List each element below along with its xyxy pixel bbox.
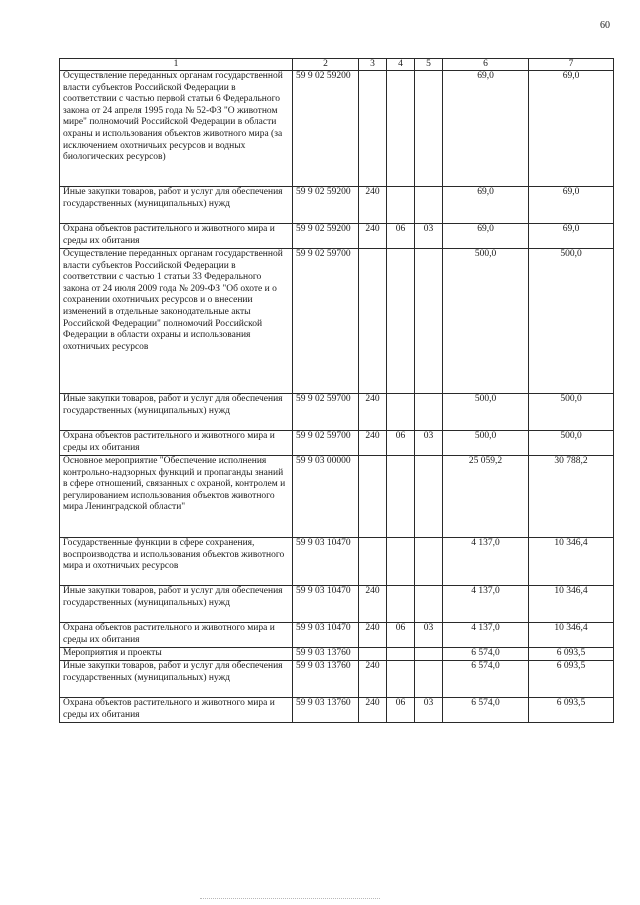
subsection-code xyxy=(415,538,443,586)
expense-type-code: 240 xyxy=(359,623,387,648)
column-header-1: 1 xyxy=(60,59,293,71)
target-article-code: 59 9 02 59200 xyxy=(293,187,359,224)
expense-type-code: 240 xyxy=(359,661,387,698)
row-name: Иные закупки товаров, работ и услуг для обеспечения государственных (муниципальных) нужд xyxy=(60,394,293,431)
expense-type-code: 240 xyxy=(359,187,387,224)
target-article-code: 59 9 03 10470 xyxy=(293,538,359,586)
expense-type-code: 240 xyxy=(359,224,387,249)
table-row xyxy=(60,187,614,224)
table-row xyxy=(60,224,614,249)
table-row xyxy=(60,623,614,648)
subsection-code: 03 xyxy=(415,623,443,648)
amount-col-6: 500,0 xyxy=(443,249,529,394)
expense-type-code: 240 xyxy=(359,586,387,623)
row-name: Иные закупки товаров, работ и услуг для обеспечения государственных (муниципальных) нужд xyxy=(60,187,293,224)
column-header-6: 6 xyxy=(443,59,529,71)
row-name: Мероприятия и проекты xyxy=(60,648,293,661)
section-code xyxy=(387,586,415,623)
subsection-code xyxy=(415,394,443,431)
expense-type-code xyxy=(359,249,387,394)
subsection-code: 03 xyxy=(415,224,443,249)
target-article-code: 59 9 02 59200 xyxy=(293,224,359,249)
target-article-code: 59 9 02 59200 xyxy=(293,71,359,187)
subsection-code xyxy=(415,648,443,661)
target-article-code: 59 9 02 59700 xyxy=(293,394,359,431)
subsection-code xyxy=(415,249,443,394)
table-row xyxy=(60,431,614,456)
column-header-4: 4 xyxy=(387,59,415,71)
table-row xyxy=(60,586,614,623)
amount-col-7: 10 346,4 xyxy=(529,586,614,623)
section-code xyxy=(387,394,415,431)
row-name: Государственные функции в сфере сохранения, воспроизводства и использования объектов животного мира и охотничьих ресурсов xyxy=(60,538,293,586)
section-code xyxy=(387,71,415,187)
amount-col-7: 69,0 xyxy=(529,224,614,249)
row-name: Охрана объектов растительного и животного мира и среды их обитания xyxy=(60,623,293,648)
section-code: 06 xyxy=(387,431,415,456)
section-code xyxy=(387,456,415,538)
amount-col-7: 6 093,5 xyxy=(529,661,614,698)
section-code xyxy=(387,249,415,394)
target-article-code: 59 9 02 59700 xyxy=(293,431,359,456)
subsection-code xyxy=(415,661,443,698)
amount-col-7: 500,0 xyxy=(529,249,614,394)
target-article-code: 59 9 03 13760 xyxy=(293,661,359,698)
amount-col-6: 6 574,0 xyxy=(443,698,529,723)
amount-col-6: 69,0 xyxy=(443,187,529,224)
column-header-5: 5 xyxy=(415,59,443,71)
amount-col-7: 6 093,5 xyxy=(529,698,614,723)
section-code xyxy=(387,648,415,661)
expense-type-code: 240 xyxy=(359,431,387,456)
row-name: Осуществление переданных органам государственной власти субъектов Российской Федерации в соответствии с частью 1 статьи 33 Федерального закона от 24 июля 2009 года № 209-ФЗ "Об охоте и о сохранении охотничьих ресурсов и о внесении изменений в отдельные законодательные акты Российской Федерации" полномочий Российской Федерации в области охраны и использования охотничьих ресурсов xyxy=(60,249,293,394)
target-article-code: 59 9 03 13760 xyxy=(293,698,359,723)
expense-type-code xyxy=(359,71,387,187)
table-row xyxy=(60,249,614,394)
row-name: Иные закупки товаров, работ и услуг для обеспечения государственных (муниципальных) нужд xyxy=(60,586,293,623)
subsection-code: 03 xyxy=(415,431,443,456)
amount-col-6: 6 574,0 xyxy=(443,648,529,661)
column-header-7: 7 xyxy=(529,59,614,71)
column-header-3: 3 xyxy=(359,59,387,71)
table-row xyxy=(60,394,614,431)
table-row xyxy=(60,698,614,723)
row-name: Охрана объектов растительного и животного мира и среды их обитания xyxy=(60,224,293,249)
row-name: Основное мероприятие "Обеспечение исполнения контрольно-надзорных функций и пропаганды знаний в сфере отношений, связанных с охраной, контролем и регулированием использования объектов животного мира Ленинградской области" xyxy=(60,456,293,538)
amount-col-6: 25 059,2 xyxy=(443,456,529,538)
amount-col-7: 30 788,2 xyxy=(529,456,614,538)
subsection-code xyxy=(415,586,443,623)
subsection-code xyxy=(415,456,443,538)
target-article-code: 59 9 03 10470 xyxy=(293,586,359,623)
target-article-code: 59 9 03 10470 xyxy=(293,623,359,648)
table-row xyxy=(60,456,614,538)
amount-col-7: 69,0 xyxy=(529,187,614,224)
target-article-code: 59 9 03 13760 xyxy=(293,648,359,661)
expense-type-code xyxy=(359,538,387,586)
amount-col-7: 69,0 xyxy=(529,71,614,187)
amount-col-7: 500,0 xyxy=(529,431,614,456)
table-row xyxy=(60,71,614,187)
column-header-2: 2 xyxy=(293,59,359,71)
row-name: Охрана объектов растительного и животного мира и среды их обитания xyxy=(60,698,293,723)
row-name: Осуществление переданных органам государственной власти субъектов Российской Федерации в соответствии с частью первой статьи 6 Федерального закона от 24 апреля 1995 года № 52-ФЗ "О животном мире" полномочий Российской Федерации в области охраны и использования объектов животного мира (за исключением охотничьих ресурсов и водных биологических ресурсов) xyxy=(60,71,293,187)
table-row xyxy=(60,538,614,586)
budget-table xyxy=(59,58,614,723)
section-code xyxy=(387,538,415,586)
header-row xyxy=(60,59,614,71)
amount-col-6: 69,0 xyxy=(443,224,529,249)
row-name: Охрана объектов растительного и животного мира и среды их обитания xyxy=(60,431,293,456)
table-row xyxy=(60,661,614,698)
section-code: 06 xyxy=(387,623,415,648)
section-code xyxy=(387,187,415,224)
subsection-code: 03 xyxy=(415,698,443,723)
page-number: 60 xyxy=(600,20,610,31)
amount-col-6: 4 137,0 xyxy=(443,586,529,623)
expense-type-code xyxy=(359,648,387,661)
row-name: Иные закупки товаров, работ и услуг для обеспечения государственных (муниципальных) нужд xyxy=(60,661,293,698)
amount-col-7: 10 346,4 xyxy=(529,538,614,586)
target-article-code: 59 9 03 00000 xyxy=(293,456,359,538)
amount-col-6: 69,0 xyxy=(443,71,529,187)
amount-col-6: 500,0 xyxy=(443,394,529,431)
expense-type-code: 240 xyxy=(359,698,387,723)
target-article-code: 59 9 02 59700 xyxy=(293,249,359,394)
amount-col-7: 6 093,5 xyxy=(529,648,614,661)
expense-type-code: 240 xyxy=(359,394,387,431)
section-code: 06 xyxy=(387,698,415,723)
expense-type-code xyxy=(359,456,387,538)
amount-col-7: 500,0 xyxy=(529,394,614,431)
amount-col-6: 6 574,0 xyxy=(443,661,529,698)
section-code xyxy=(387,661,415,698)
amount-col-6: 4 137,0 xyxy=(443,538,529,586)
scan-artifact xyxy=(200,898,380,901)
amount-col-6: 4 137,0 xyxy=(443,623,529,648)
amount-col-6: 500,0 xyxy=(443,431,529,456)
section-code: 06 xyxy=(387,224,415,249)
subsection-code xyxy=(415,71,443,187)
table-row xyxy=(60,648,614,661)
subsection-code xyxy=(415,187,443,224)
amount-col-7: 10 346,4 xyxy=(529,623,614,648)
